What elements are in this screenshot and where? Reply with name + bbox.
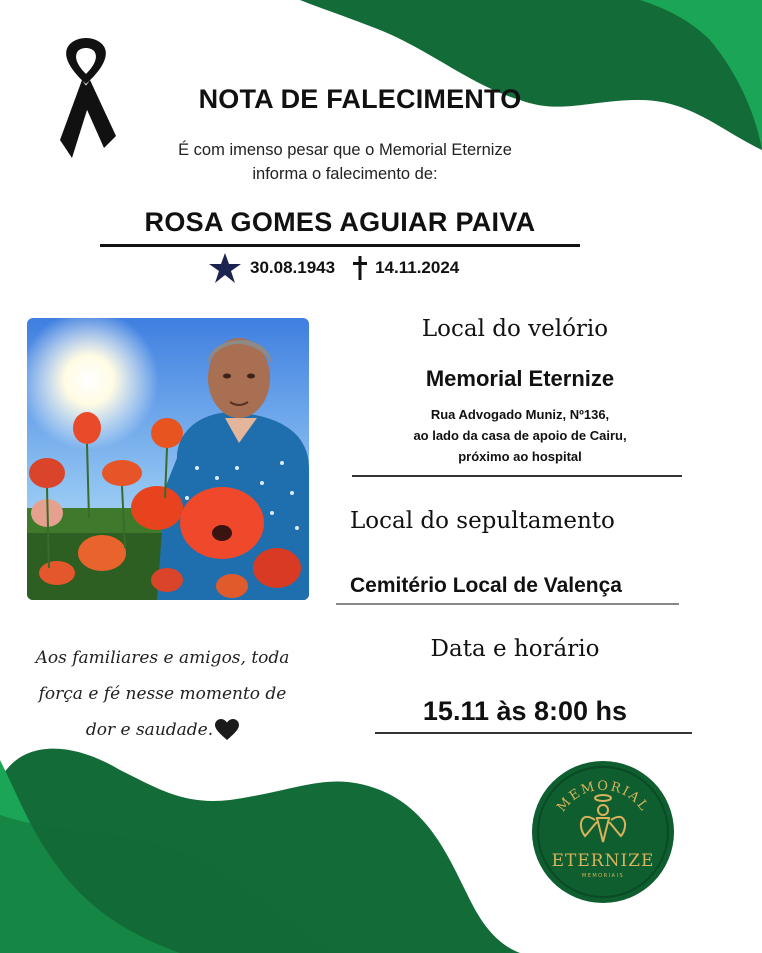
cross-icon xyxy=(353,256,367,280)
message-line-3-text: dor e saudade. xyxy=(85,720,214,740)
page-title: NOTA DE FALECIMENTO xyxy=(198,84,522,114)
logo-small-text: MEMORIAIS xyxy=(581,873,625,879)
birth-date: 30.08.1943 xyxy=(250,258,336,277)
message-line-2: força e fé nesse momento de xyxy=(38,684,287,704)
mourning-ribbon-icon xyxy=(50,36,122,160)
burial-heading: Local do sepultamento xyxy=(350,508,615,534)
intro-text xyxy=(130,138,560,186)
message-line-1: Aos familiares e amigos, toda xyxy=(35,648,290,668)
schedule-heading: Data e horário xyxy=(430,636,600,662)
burial-place: Cemitério Local de Valença xyxy=(350,574,622,597)
intro-line-2: informa o falecimento de: xyxy=(252,165,438,183)
deceased-name: ROSA GOMES AGUIAR PAIVA xyxy=(144,207,536,237)
message-line-3 xyxy=(20,712,305,748)
name-underline xyxy=(100,244,580,247)
divider-1 xyxy=(352,475,682,477)
schedule-datetime: 15.11 às 8:00 hs xyxy=(422,696,628,726)
logo-top-text: MEMORIAL xyxy=(554,778,652,816)
address-line-3: próximo ao hospital xyxy=(458,449,582,464)
star-icon xyxy=(208,252,242,284)
address-line-1: Rua Advogado Muniz, Nº136, xyxy=(430,407,610,422)
intro-line-1: É com imenso pesar que o Memorial Eternize xyxy=(178,141,512,159)
divider-3 xyxy=(375,732,692,734)
logo-bottom-text: ETERNIZE xyxy=(551,851,655,871)
dates-row xyxy=(208,253,459,283)
address-line-2: ao lado da casa de apoio de Cairu, xyxy=(413,428,627,443)
divider-2 xyxy=(336,603,679,605)
memorial-eternize-logo xyxy=(531,760,675,904)
deceased-photo xyxy=(27,318,309,600)
wake-address xyxy=(360,404,680,467)
death-date: 14.11.2024 xyxy=(375,258,460,277)
heart-icon xyxy=(215,719,239,741)
condolence-message xyxy=(20,640,305,748)
wake-venue: Memorial Eternize xyxy=(425,366,615,391)
wake-heading: Local do velório xyxy=(421,316,609,342)
